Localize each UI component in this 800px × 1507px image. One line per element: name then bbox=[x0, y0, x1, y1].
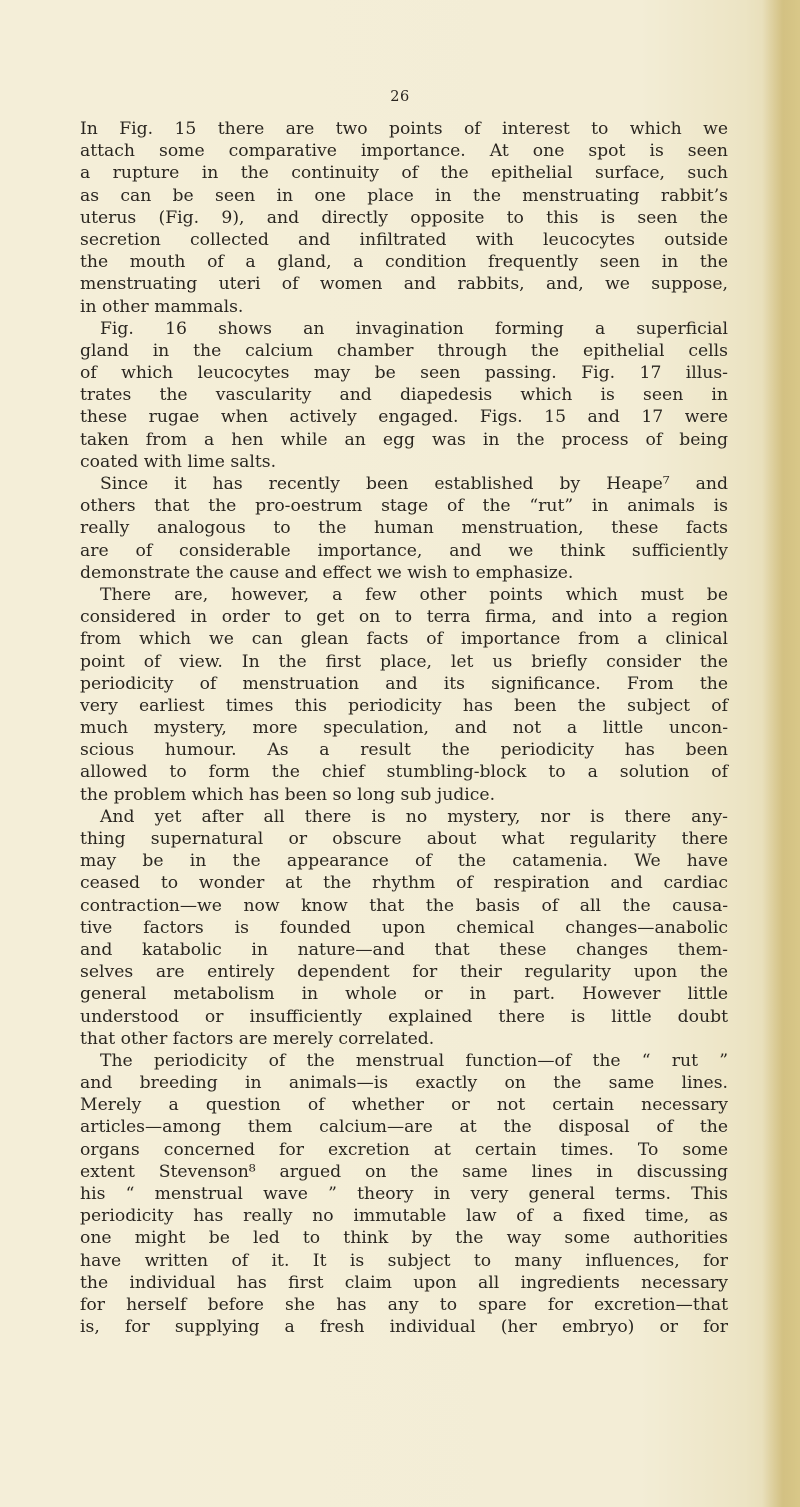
text-line: allowed to form the chief stumbling-block to a solution of bbox=[80, 762, 728, 783]
text-line: And yet after all there is no mystery, nor is there any- bbox=[100, 806, 728, 827]
page-edge-shadow bbox=[762, 0, 800, 1507]
text-line: taken from a hen while an egg was in the process of being bbox=[80, 429, 728, 450]
text-line: of which leucocytes may be seen passing. Fig. 17 illus- bbox=[80, 363, 728, 384]
text-line: menstruating uteri of women and rabbits, and, we suppose, bbox=[80, 274, 728, 295]
text-line: thing supernatural or obscure about what regularity there bbox=[80, 829, 728, 849]
text-line: the problem which has been so long sub judice. bbox=[80, 784, 496, 805]
text-line: uterus (Fig. 9), and directly opposite to this is seen the bbox=[80, 207, 728, 228]
text-line: and breeding in animals—is exactly on the same lines. bbox=[80, 1073, 728, 1094]
text-line: Merely a question of whether or not certain necessary bbox=[80, 1095, 728, 1116]
text-line: extent Stevenson⁸ argued on the same lines in discussing bbox=[80, 1161, 728, 1182]
text-line: is, for supplying a fresh individual (her embryo) or for bbox=[80, 1317, 728, 1338]
text-line: as can be seen in one place in the menstruating rabbit’s bbox=[80, 185, 728, 206]
text-line: attach some comparative importance. At one spot is seen bbox=[80, 141, 728, 162]
page-number: 26 bbox=[390, 89, 410, 105]
text-line: In Fig. 15 there are two points of interest to which we bbox=[80, 119, 728, 139]
text-line: considered in order to get on to terra firma, and into a region bbox=[80, 607, 728, 628]
text-line: may be in the appearance of the catamenia. We have bbox=[80, 851, 728, 872]
text-line: tive factors is founded upon chemical changes—anabolic bbox=[80, 917, 728, 938]
text-line: and katabolic in nature—and that these changes them- bbox=[80, 939, 728, 960]
text-line: There are, however, a few other points which must be bbox=[100, 584, 728, 605]
text-line: coated with lime salts. bbox=[80, 451, 277, 472]
text-line: ceased to wonder at the rhythm of respiration and cardiac bbox=[80, 873, 728, 894]
text-line: a rupture in the continuity of the epithelial surface, such bbox=[80, 163, 728, 184]
text-line: selves are entirely dependent for their regularity upon the bbox=[80, 962, 728, 983]
text-line: The periodicity of the menstrual function—of the “ rut ” bbox=[100, 1050, 728, 1071]
text-line: very earliest times this periodicity has been the subject of bbox=[80, 695, 728, 716]
text-line: one might be led to think by the way some authorities bbox=[80, 1228, 728, 1249]
text-line: Since it has recently been established by Heape⁷ and bbox=[100, 474, 728, 494]
text-line: periodicity has really no immutable law of a fixed time, as bbox=[80, 1206, 728, 1227]
text-line: articles—among them calcium—are at the disposal of the bbox=[80, 1117, 728, 1138]
text-line: contraction—we now know that the basis of all the causa- bbox=[80, 895, 728, 916]
text-line: understood or insufficiently explained there is little doubt bbox=[80, 1006, 728, 1027]
text-line: the mouth of a gland, a condition frequently seen in the bbox=[80, 252, 728, 273]
text-line: Fig. 16 shows an invagination forming a superficial bbox=[100, 318, 728, 339]
text-line: really analogous to the human menstruation, these facts bbox=[80, 518, 728, 539]
text-line: organs concerned for excretion at certain times. To some bbox=[80, 1139, 728, 1160]
text-line: in other mammals. bbox=[80, 296, 244, 317]
text-line: have written of it. It is subject to many influences, for bbox=[80, 1250, 728, 1271]
text-line: secretion collected and infiltrated with leucocytes outside bbox=[80, 229, 728, 250]
text-line: that other factors are merely correlated. bbox=[80, 1028, 435, 1049]
text-line: these rugae when actively engaged. Figs. 15 and 17 were bbox=[80, 407, 728, 428]
text-line: others that the pro-oestrum stage of the “rut” in animals is bbox=[80, 496, 728, 517]
text-line: trates the vascularity and diapedesis which is seen in bbox=[80, 385, 728, 406]
body-text bbox=[80, 118, 728, 1338]
text-line: gland in the calcium chamber through the epithelial cells bbox=[80, 340, 728, 361]
text-line: much mystery, more speculation, and not a little uncon- bbox=[80, 718, 728, 739]
text-line: demonstrate the cause and effect we wish to emphasize. bbox=[80, 562, 574, 583]
text-line: scious humour. As a result the periodicity has been bbox=[80, 740, 728, 761]
text-line: periodicity of menstruation and its significance. From the bbox=[80, 673, 728, 694]
text-line: general metabolism in whole or in part. However little bbox=[80, 984, 728, 1005]
text-line: point of view. In the first place, let us briefly consider the bbox=[80, 651, 728, 672]
text-line: are of considerable importance, and we think sufficiently bbox=[80, 540, 728, 561]
text-line: his “ menstrual wave ” theory in very general terms. This bbox=[80, 1184, 728, 1204]
text-line: the individual has first claim upon all ingredients necessary bbox=[80, 1272, 728, 1293]
text-line: from which we can glean facts of importance from a clinical bbox=[80, 629, 728, 650]
text-line: for herself before she has any to spare for excretion—that bbox=[80, 1294, 728, 1315]
